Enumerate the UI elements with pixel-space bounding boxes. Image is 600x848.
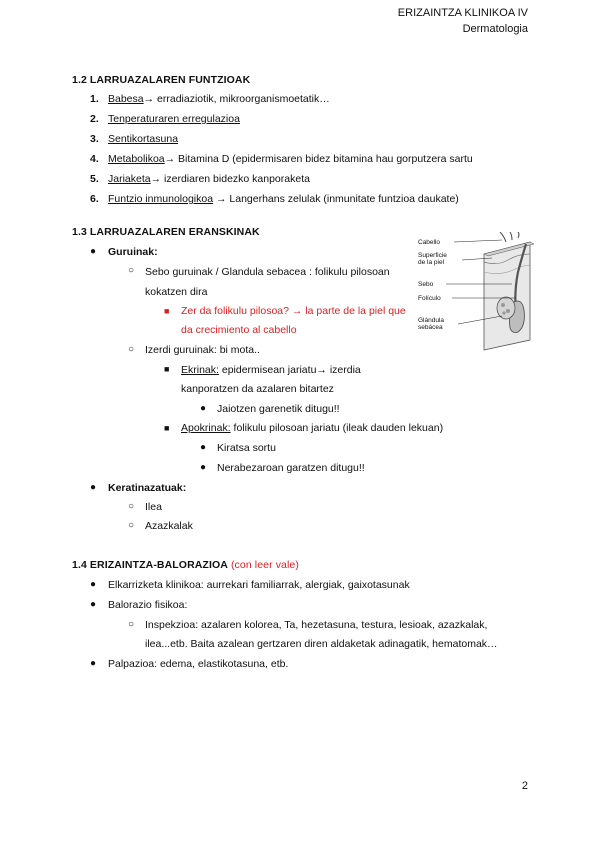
page-header [398, 5, 528, 37]
label-foliculo: Folículo [418, 295, 441, 302]
ekrinak-subtext: Jaiotzen garenetik ditugu!! [217, 403, 340, 415]
ekrinak-text-line1: epidermisean jariatu→ izerdia [218, 364, 361, 376]
section-title-1-4 [72, 559, 299, 571]
disc-bullet-icon: ● [90, 246, 97, 257]
sebo-text-line1: Sebo guruinak / Glandula sebacea : folikulu pilosoan [145, 266, 390, 278]
disc-bullet-icon: ● [90, 482, 97, 493]
section-title-1-4-text: 1.4 ERIZAINTZA-BALORAZIOA [72, 559, 228, 571]
disc-bullet-icon: ● [200, 442, 207, 453]
list-number: 5. [90, 173, 99, 185]
list-term: Babesa [108, 93, 144, 105]
apokrinak-subtext1: Kiratsa sortu [217, 442, 276, 454]
section-title-1-2: 1.2 LARRUAZALAREN FUNTZIOAK [72, 74, 251, 86]
disc-bullet-icon: ● [200, 462, 207, 473]
inspekzioa-line2: ilea...etb. Baita azalean gertzaren diren aldaketak adinagatik, hematomak… [145, 638, 498, 650]
circle-bullet-icon: ○ [128, 520, 135, 531]
guruinak-heading: Guruinak: [108, 246, 158, 258]
circle-bullet-icon: ○ [128, 344, 135, 355]
ilea-text: Ilea [145, 501, 162, 513]
list-number: 6. [90, 193, 99, 205]
list-number: 2. [90, 113, 99, 125]
label-sebo: Sebo [418, 281, 434, 288]
header-subject: Dermatologia [462, 23, 528, 35]
elkarrizketa-text: Elkarrizketa klinikoa: aurrekari familiarrak, alergiak, gaixotasunak [108, 579, 410, 591]
square-bullet-icon: ■ [164, 306, 170, 316]
section-title-1-4-note: (con leer vale) [227, 559, 299, 571]
skin-diagram-svg [418, 232, 536, 356]
label-de-la-piel: de la piel [418, 259, 445, 266]
list-number: 3. [90, 133, 99, 145]
list-text: → Bitamina D (epidermisaren bidez bitamina hau gorputzera sartu [164, 153, 473, 165]
sebaceous-gland [497, 297, 515, 319]
apokrinak-text: folikulu pilosoan jariatu (ileak dauden lekuan) [230, 422, 444, 434]
disc-bullet-icon: ● [90, 579, 97, 590]
apokrinak-subtext2: Nerabezaroan garatzen ditugu!! [217, 462, 365, 474]
sebo-note-line2: da crecimiento al cabello [181, 324, 297, 336]
list-text: → izerdiaren bidezko kanporaketa [150, 173, 310, 185]
list-term: Metabolikoa [108, 153, 165, 165]
circle-bullet-icon: ○ [128, 619, 135, 630]
ekrinak-term: Ekrinak: [181, 364, 219, 376]
ekrinak-text-line2: kanporatzen da azalaren bitartez [181, 383, 334, 395]
list-term: Tenperaturaren erregulazioa [108, 113, 240, 125]
page-number: 2 [521, 780, 528, 792]
list-term: Sentikortasuna [108, 133, 179, 145]
circle-bullet-icon: ○ [128, 501, 135, 512]
disc-bullet-icon: ● [90, 658, 97, 669]
label-cabello: Cabello [418, 239, 441, 246]
list-term: Jariaketa [108, 173, 151, 185]
list-number: 1. [90, 93, 99, 105]
list-term: Funtzio inmunologikoa [108, 193, 214, 205]
disc-bullet-icon: ● [200, 403, 207, 414]
list-text: → erradiaziotik, mikroorganismoetatik… [143, 93, 330, 105]
header-course: ERIZAINTZA KLINIKOA IV [397, 7, 528, 19]
list-number: 4. [90, 153, 99, 165]
list-text: → Langerhans zelulak (inmunitate funtzioa daukate) [213, 193, 459, 205]
izerdi-text: Izerdi guruinak: bi mota.. [145, 344, 260, 356]
circle-bullet-icon: ○ [128, 265, 135, 276]
disc-bullet-icon: ● [90, 599, 97, 610]
sebo-note-line1: Zer da folikulu pilosoa? → la parte de la piel que [181, 305, 406, 317]
square-bullet-icon: ■ [164, 364, 170, 374]
balorazio-text: Balorazio fisikoa: [108, 599, 188, 611]
section-title-1-3: 1.3 LARRUAZALAREN ERANSKINAK [72, 226, 260, 238]
label-sebacea: sebácea [418, 324, 443, 331]
keratina-heading: Keratinazatuak: [108, 482, 187, 494]
azazkalak-text: Azazkalak [145, 520, 193, 532]
apokrinak-term: Apokrinak: [181, 422, 231, 434]
skin-hair-follicle-diagram [418, 232, 536, 356]
square-bullet-icon: ■ [164, 423, 170, 433]
palpazioa-text: Palpazioa: edema, elastikotasuna, etb. [108, 658, 289, 670]
label-glandula: Glándula [418, 317, 445, 324]
label-superficie: Superficie [418, 252, 447, 259]
sebo-text-line2: kokatzen dira [145, 286, 208, 298]
inspekzioa-line1: Inspekzioa: azalaren kolorea, Ta, hezetasuna, testura, lesioak, azazkalak, [145, 619, 488, 631]
